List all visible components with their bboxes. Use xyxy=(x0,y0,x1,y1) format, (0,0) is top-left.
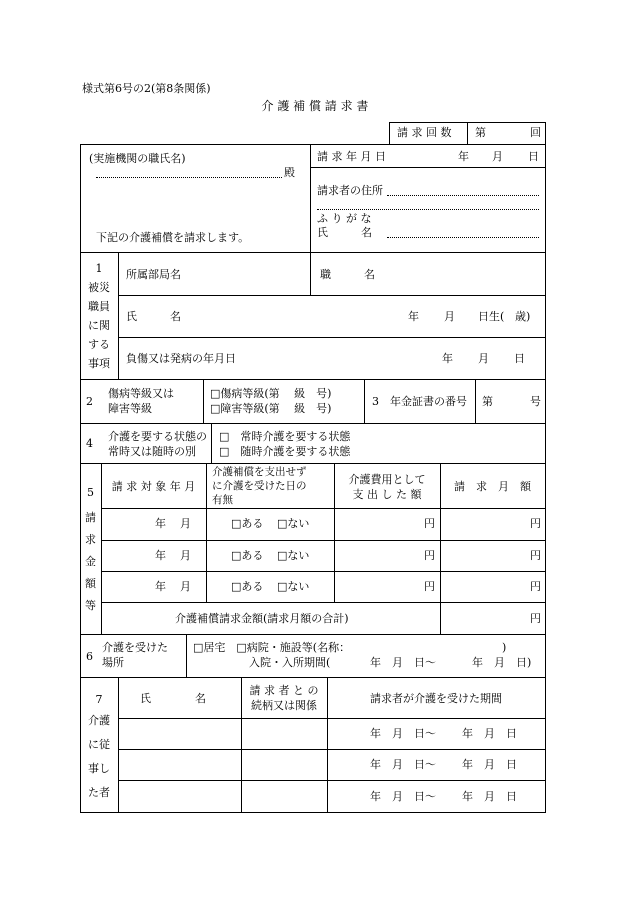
claim-hi: 日 xyxy=(528,150,539,163)
row-expense-yen: 円 xyxy=(424,580,435,593)
row-monthly-yen: 円 xyxy=(530,549,541,562)
furigana-label: ふ り が な xyxy=(317,212,372,225)
birth-hi: 日生( xyxy=(478,310,505,323)
row-expense-yen: 円 xyxy=(424,549,435,562)
sec5-title-5: 等 xyxy=(85,599,96,612)
row-tsuki: 月 xyxy=(180,549,191,562)
sec6-label-1: 介護を受けた xyxy=(102,641,168,654)
birth-sai: 歳) xyxy=(515,310,531,323)
count-dai: 第 xyxy=(475,126,486,139)
sec4-number: 4 xyxy=(86,437,93,450)
sec6-label-2: 場所 xyxy=(102,656,124,669)
birth-tsuki: 月 xyxy=(444,310,455,323)
admission-end: 年 月 日) xyxy=(472,656,532,669)
period-end: 年 月 日 xyxy=(462,758,517,771)
row-expense-yen: 円 xyxy=(424,517,435,530)
sec5-title-3: 金 xyxy=(85,555,96,568)
claim-nen: 年 xyxy=(458,150,469,163)
col-caregiver-name: 氏 名 xyxy=(140,692,206,705)
period-end: 年 月 日 xyxy=(462,790,517,803)
dept-label: 所属部局名 xyxy=(126,268,181,281)
request-text: 下記の介護補償を請求します。 xyxy=(96,231,250,244)
sec7-title-2: に従 xyxy=(88,738,110,751)
sec4-label-1: 介護を要する状態の xyxy=(108,430,207,443)
injury-date-label: 負傷又は発病の年月日 xyxy=(126,352,236,365)
sec5-number: 5 xyxy=(87,486,94,499)
row-nen: 年 xyxy=(155,580,166,593)
period-start: 年 月 日〜 xyxy=(370,790,436,803)
sec1-title-4: する xyxy=(88,338,110,351)
form-number: 様式第6号の2(第8条関係) xyxy=(82,82,211,95)
admission-label: 入院・入所期間( xyxy=(249,656,331,669)
row-tsuki: 月 xyxy=(180,517,191,530)
period-end: 年 月 日 xyxy=(462,727,517,740)
care-option-occasional[interactable]: □ 随時介護を要する状態 xyxy=(219,445,351,458)
sec5-title-1: 請 xyxy=(85,511,96,524)
sec1-number: 1 xyxy=(95,262,103,275)
sec2-label-2: 障害等級 xyxy=(108,402,152,415)
sec7-title-1: 介護 xyxy=(88,714,110,727)
row-aru-checkbox[interactable]: □ある xyxy=(231,549,264,562)
sec2-number: 2 xyxy=(86,395,93,408)
col-expense-1: 介護費用として xyxy=(348,473,426,486)
care-option-constant[interactable]: □ 常時介護を要する状態 xyxy=(219,430,351,443)
victim-name-label: 氏 名 xyxy=(126,310,181,323)
col-relation-1: 請 求 者 と の xyxy=(249,684,319,697)
col-care-period: 請求者が介護を受けた期間 xyxy=(370,692,502,705)
sec6-number: 6 xyxy=(86,650,93,663)
place-close-paren: ) xyxy=(502,641,507,654)
sec7-title-4: た者 xyxy=(88,786,110,799)
admission-start: 年 月 日〜 xyxy=(370,656,436,669)
sec5-title-4: 額 xyxy=(85,577,96,590)
sec2-label-1: 傷病等級又は xyxy=(108,387,174,400)
col-target-month: 請 求 対 象 年 月 xyxy=(111,480,196,493)
row-nai-checkbox[interactable]: □ない xyxy=(277,517,310,530)
col-monthly-amount: 請 求 月 額 xyxy=(454,480,531,493)
row-nen: 年 xyxy=(155,517,166,530)
row-nai-checkbox[interactable]: □ない xyxy=(277,580,310,593)
sec1-title-5: 事項 xyxy=(88,357,110,370)
pension-label: 3 年金証書の番号 xyxy=(372,395,467,408)
claim-tsuki: 月 xyxy=(492,150,503,163)
count-label: 請 求 回 数 xyxy=(397,126,452,139)
address-label: 請求者の住所 xyxy=(317,184,383,197)
row-tsuki: 月 xyxy=(180,580,191,593)
period-start: 年 月 日〜 xyxy=(370,727,436,740)
sec1-title-2: 職員 xyxy=(88,300,110,313)
col-no-pay-3: 有無 xyxy=(212,494,233,506)
dono-text: 殿 xyxy=(284,166,295,179)
name-label: 氏 名 xyxy=(317,226,372,239)
pension-go: 号 xyxy=(530,395,541,408)
grade-option-injury[interactable]: □傷病等級(第 級 号) xyxy=(210,387,332,400)
period-start: 年 月 日〜 xyxy=(370,758,436,771)
col-relation-2: 続柄又は関係 xyxy=(251,699,317,712)
row-nai-checkbox[interactable]: □ない xyxy=(277,549,310,562)
sec1-title-1: 被災 xyxy=(88,281,110,294)
total-yen: 円 xyxy=(530,612,541,625)
name-input-line[interactable] xyxy=(387,237,539,238)
address-input-line-2[interactable] xyxy=(317,209,539,210)
sec4-label-2: 常時又は随時の別 xyxy=(108,445,196,458)
row-aru-checkbox[interactable]: □ある xyxy=(231,580,264,593)
sec7-number: 7 xyxy=(95,693,103,706)
post-label: 職 名 xyxy=(320,268,375,281)
org-label: (実施機関の職氏名) xyxy=(89,152,186,165)
injury-nen: 年 xyxy=(442,352,453,365)
count-kai: 回 xyxy=(530,126,541,139)
org-input-line[interactable] xyxy=(96,177,282,178)
place-options[interactable]: □居宅 □病院・施設等(名称： xyxy=(193,641,351,654)
birth-nen: 年 xyxy=(408,310,419,323)
sec1-title-3: に関 xyxy=(88,319,110,332)
row-monthly-yen: 円 xyxy=(530,517,541,530)
form-title: 介 護 補 償 請 求 書 xyxy=(261,99,369,113)
pension-dai: 第 xyxy=(482,395,493,408)
injury-tsuki: 月 xyxy=(478,352,489,365)
grade-option-disability[interactable]: □障害等級(第 級 号) xyxy=(210,402,332,415)
row-monthly-yen: 円 xyxy=(530,580,541,593)
sec5-title-2: 求 xyxy=(85,533,96,546)
col-no-pay-2: に介護を受けた日の xyxy=(212,480,307,492)
col-expense-2: 支 出 し た 額 xyxy=(352,488,422,501)
claim-date-label: 請 求 年 月 日 xyxy=(317,150,386,163)
row-aru-checkbox[interactable]: □ある xyxy=(231,517,264,530)
col-no-pay-1: 介護補償を支出せず xyxy=(212,466,307,478)
total-label: 介護補償請求金額(請求月額の合計) xyxy=(175,612,349,625)
row-nen: 年 xyxy=(155,549,166,562)
address-input-line[interactable] xyxy=(387,195,539,196)
injury-hi: 日 xyxy=(514,352,525,365)
sec7-title-3: 事し xyxy=(88,762,110,775)
